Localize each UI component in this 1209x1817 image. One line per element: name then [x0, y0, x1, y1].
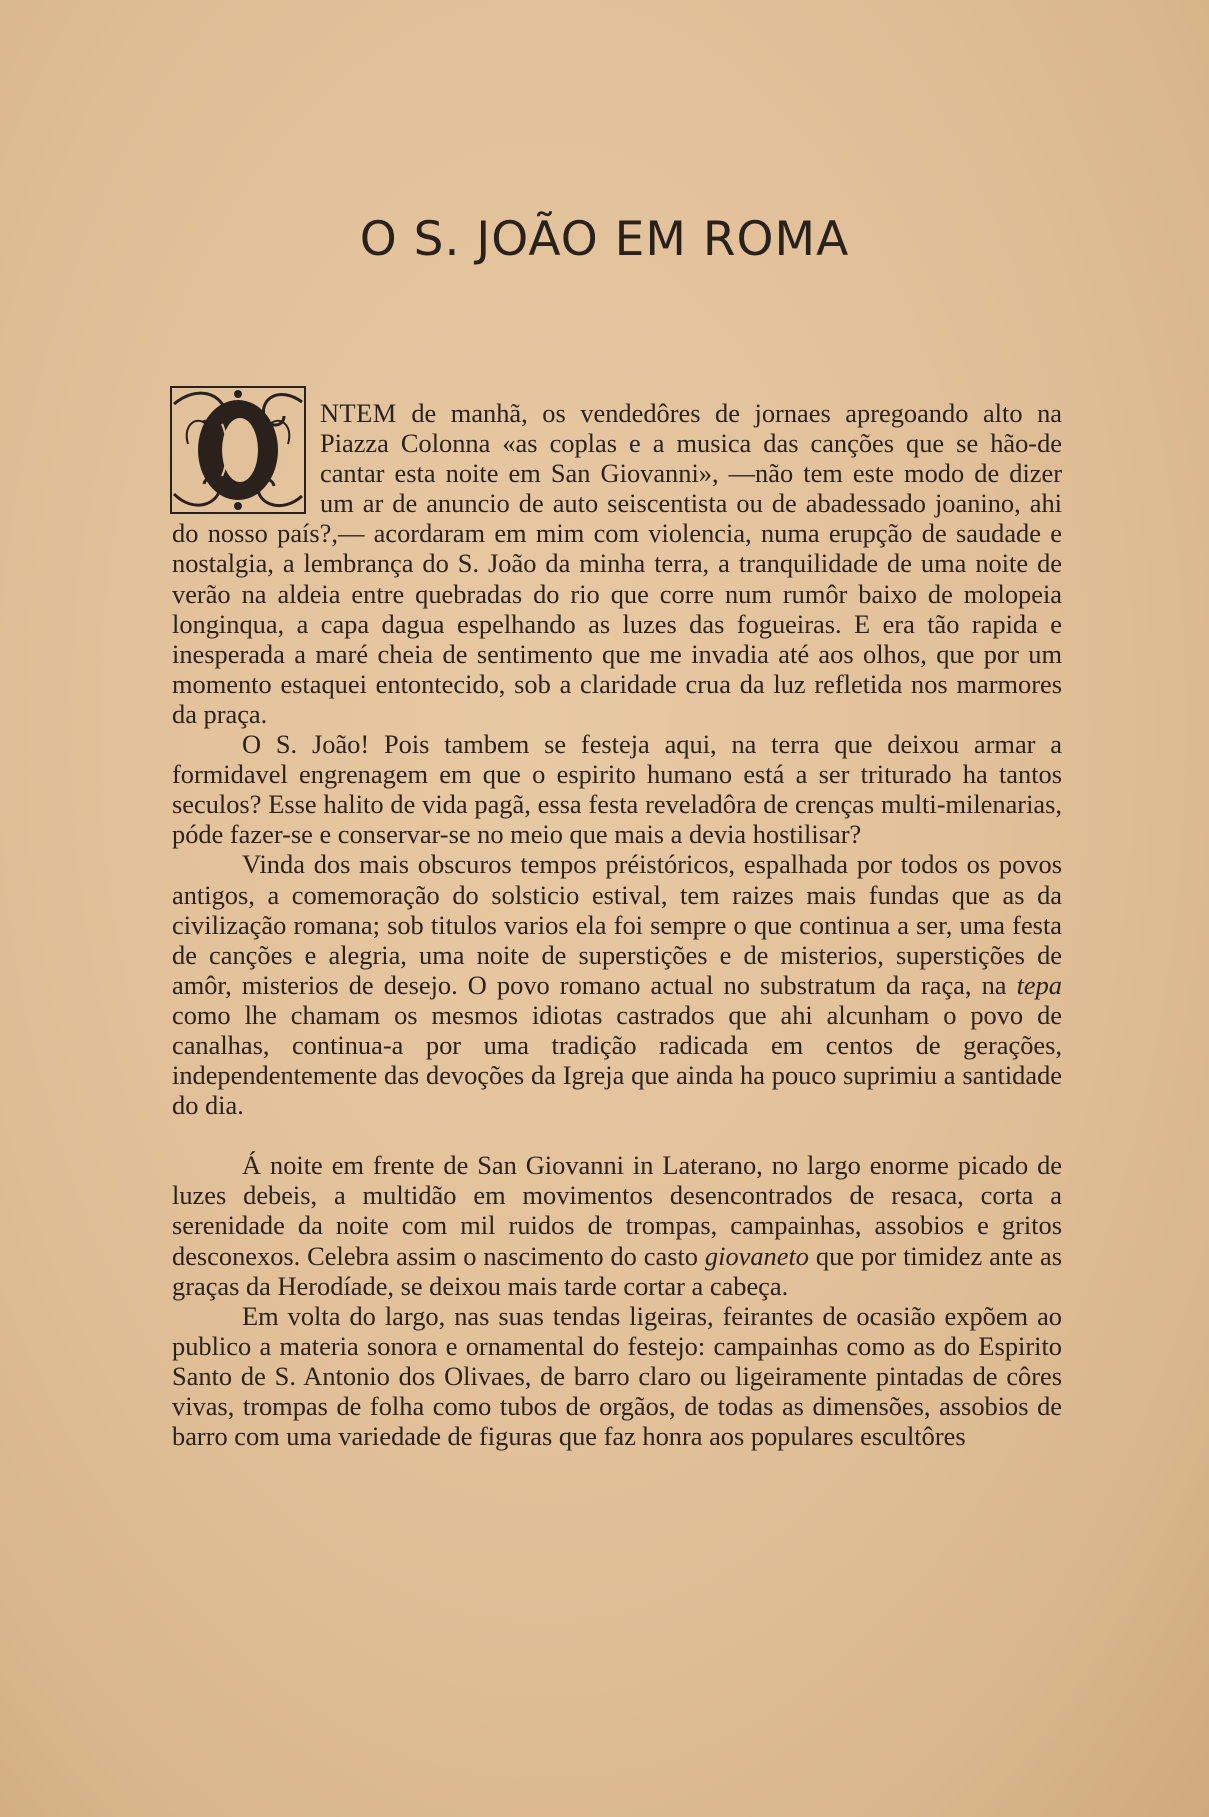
paragraph-3-emphasis: tepa	[1016, 969, 1062, 1000]
paragraph-3-before: Vinda dos mais obscuros tempos préistóricos, espalhada por todos os povos antigos, a comemoração do solsticio estival, tem raizes mais fundas que as da civilização romana; sob titulos varios ela foi sempre o que continua a ser, uma festa de canções e alegria, uma noite de superstições e de misterios, superstições de amôr, misterios de desejo. O povo romano actual no substratum da raça, na	[172, 849, 1062, 1000]
ornamental-drop-cap-o-icon	[168, 384, 308, 516]
paragraph-4-before: Á noite em frente de San Giovanni in Laterano, no largo enorme picado de luzes debeis, a multidão em movimentos desencontrados de resaca, corta a serenidade da noite com mil ruidos de trompas, campainhas, assobios e gritos desconexos. Celebra assim o nascimento do casto	[172, 1150, 1062, 1271]
paragraph-4-after: que por timidez ante as graças da Herodíade, se deixou mais tarde cortar a cabeça.	[172, 1240, 1063, 1301]
chapter-title: O S. JOÃO EM ROMA	[359, 212, 850, 267]
paragraph-1-lead: NTEM	[320, 398, 397, 428]
paragraph-2: O S. João! Pois tambem se festeja aqui, na terra que deixou armar a formidavel engrenagem em que o espirito humano está a ser triturado ha tantos seculos? Esse halito de vida pagã, essa festa reveladôra de crenças multi-milenarias, póde fazer-se e conservar-se no meio que mais a devia hostilisar?	[172, 729, 1062, 850]
paragraph-1-text: de manhã, os vendedôres de jornaes apregoando alto na Piazza Colonna «as coplas e a musica das canções que se hão-de cantar esta noite em San Giovanni», —não tem este modo de dizer um ar de anuncio de auto seiscentista ou de abadessado joanino, ahi do nosso país?,— acordaram em mim com violencia, numa erupção de saudade e nostalgia, a lembrança do S. João da minha terra, a tranquilidade de uma noite de verão na aldeia entre quebradas do rio que corre num rumôr baixo de molopeia longinqua, a capa dagua espelhando as luzes das fogueiras. E era tão rapida e inesperada a maré cheia de sentimento que me invadia até aos olhos, que por um momento estaquei entontecido, sob a claridade crua da luz refletida nos marmores da praça.	[172, 398, 1062, 729]
paragraph-1	[172, 398, 1062, 729]
paragraph-3-after: como lhe chamam os mesmos idiotas castrados que ahi alcunham o povo de canalhas, continua-a por uma tradição radicada em centos de gerações, independentemente das devoções da Igreja que ainda ha pouco suprimiu a santidade do dia.	[172, 999, 1062, 1121]
text-column	[172, 398, 1062, 1451]
paragraph-4	[172, 1150, 1062, 1300]
paragraph-5: Em volta do largo, nas suas tendas ligeiras, feirantes de ocasião expõem ao publico a materia sonora e ornamental do festejo: campainhas como as do Espirito Santo de S. Antonio dos Olivaes, de barro claro ou ligeiramente pintadas de côres vivas, trompas de folha como tubos de orgãos, de todas as dimensões, assobios de barro com uma variedade de figuras que faz honra aos populares escultôres	[172, 1300, 1062, 1452]
paragraph-4-emphasis: giovaneto	[704, 1240, 809, 1271]
paragraph-3	[172, 849, 1062, 1120]
